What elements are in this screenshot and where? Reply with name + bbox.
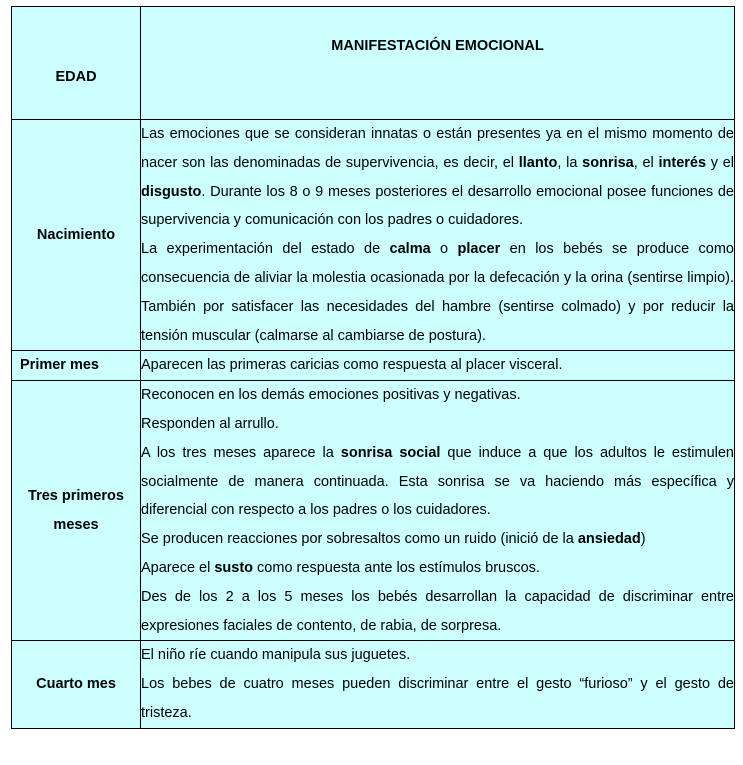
text-run: ) bbox=[640, 531, 646, 548]
text-run: Responden al arrullo. bbox=[141, 415, 279, 432]
age-cell: Tres primeros meses bbox=[12, 381, 141, 641]
bold-text: sonrisa bbox=[582, 154, 634, 171]
paragraph bbox=[141, 670, 734, 728]
table-row bbox=[12, 120, 735, 351]
header-row bbox=[12, 7, 735, 120]
text-run: y el bbox=[706, 154, 735, 171]
paragraph bbox=[141, 120, 734, 235]
bold-text: calma bbox=[389, 241, 431, 258]
text-run: Aparece el bbox=[141, 559, 215, 576]
description-cell bbox=[141, 381, 735, 641]
text-run: Se producen reacciones por sobresaltos como un ruido (inició de la bbox=[141, 531, 578, 548]
bold-text: sonrisa social bbox=[340, 444, 441, 461]
bold-text: susto bbox=[214, 559, 254, 576]
text-run: Las emociones que se consideran innatas o están presentes ya en el mismo momento de nacer son las denominadas de supervivencia, es decir, el bbox=[141, 126, 734, 171]
description-cell bbox=[141, 641, 735, 728]
age-cell: Primer mes bbox=[12, 351, 141, 381]
bold-text: disgusto bbox=[141, 183, 202, 200]
paragraph bbox=[141, 525, 734, 554]
text-run: La experimentación del estado de bbox=[141, 241, 390, 258]
bold-text: placer bbox=[457, 241, 501, 258]
age-cell: Cuarto mes bbox=[12, 641, 141, 728]
text-run: o bbox=[430, 241, 458, 258]
paragraph bbox=[141, 554, 734, 583]
bold-text: llanto bbox=[518, 154, 558, 171]
text-run: como respuesta ante los estímulos bruscos. bbox=[253, 559, 540, 576]
text-run: que induce a que los adultos le estimulen socialmente de manera continuada. Esta sonrisa se va haciendo más específica y diferencial con respecto a los padres o los cuidadores. bbox=[141, 444, 734, 519]
text-run: A los tres meses aparece la bbox=[141, 444, 341, 461]
bold-text: interés bbox=[658, 154, 707, 171]
table-row bbox=[12, 381, 735, 641]
table-row bbox=[12, 641, 735, 728]
paragraph bbox=[141, 410, 734, 439]
header-manifestation: MANIFESTACIÓN EMOCIONAL bbox=[141, 7, 735, 120]
text-run: Aparecen las primeras caricias como respuesta al placer visceral. bbox=[141, 357, 563, 374]
bold-text: ansiedad bbox=[577, 531, 641, 548]
text-run: Reconocen en los demás emociones positivas y negativas. bbox=[141, 387, 521, 404]
text-run: Des de los 2 a los 5 meses los bebés desarrollan la capacidad de discriminar entre expresiones faciales de contento, de rabia, de sorpresa. bbox=[141, 588, 734, 634]
table-row bbox=[12, 351, 735, 381]
age-cell: Nacimiento bbox=[12, 120, 141, 351]
paragraph bbox=[141, 583, 734, 641]
description-cell bbox=[141, 120, 735, 351]
paragraph bbox=[141, 235, 734, 350]
emotions-table bbox=[11, 6, 735, 729]
text-run: , el bbox=[633, 154, 659, 171]
text-run: Los bebes de cuatro meses pueden discriminar entre el gesto “furioso” y el gesto de tristeza. bbox=[141, 676, 734, 721]
paragraph bbox=[141, 439, 734, 525]
text-run: El niño ríe cuando manipula sus juguetes. bbox=[141, 647, 411, 664]
paragraph bbox=[141, 641, 734, 670]
header-age: EDAD bbox=[12, 7, 141, 120]
paragraph bbox=[141, 351, 734, 380]
description-cell bbox=[141, 351, 735, 381]
paragraph bbox=[141, 381, 734, 410]
text-run: en los bebés se produce como consecuencia de aliviar la molestia ocasionada por la defecación y la orina (sentirse limpio). También por satisfacer las necesidades del hambre (sentirse colmado) y por reducir la tensión muscular (calmarse al cambiarse de postura). bbox=[141, 241, 735, 344]
text-run: . Durante los 8 o 9 meses posteriores el desarrollo emocional posee funciones de supervivencia y comunicación con los padres o cuidadores. bbox=[141, 183, 734, 229]
text-run: , la bbox=[557, 154, 583, 171]
